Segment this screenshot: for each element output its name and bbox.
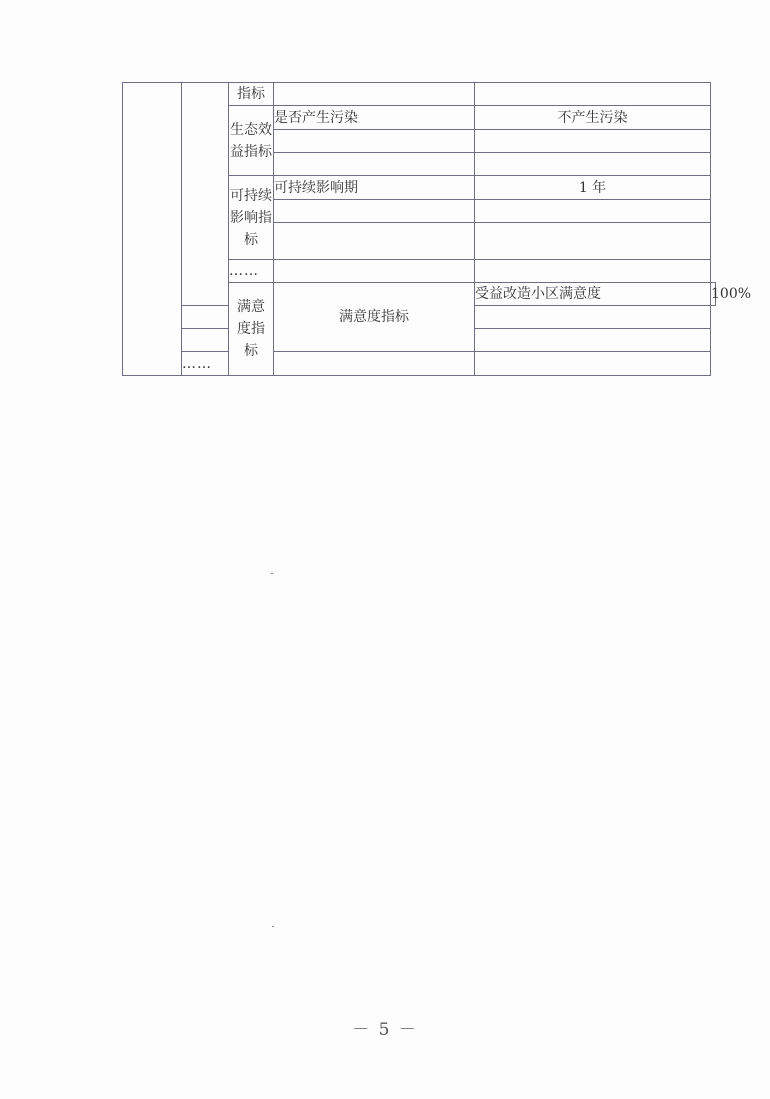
indicator-cell <box>274 130 475 153</box>
performance-indicator-table <box>122 82 752 376</box>
value-pollution: 不产生污染 <box>475 106 711 130</box>
value-cell <box>475 130 711 153</box>
indicator-cell <box>182 329 229 352</box>
level3-eco-benefit-label: 生态效益指标 <box>229 106 274 176</box>
value-satisfaction: 100% <box>711 283 716 306</box>
value-cell <box>475 153 711 176</box>
page-number: － 5 － <box>352 1020 418 1040</box>
indicator-pollution: 是否产生污染 <box>274 106 475 130</box>
level3-sustainable-impact-label: 可持续影响指标 <box>229 176 274 260</box>
indicator-cell <box>274 352 475 376</box>
indicator-sustain-period: 可持续影响期 <box>274 176 475 200</box>
level2-cell-benefit <box>182 83 229 306</box>
level1-cell <box>123 83 182 376</box>
level3-fragment-label: 指标 <box>229 83 274 106</box>
indicator-cell <box>274 260 475 283</box>
scan-speck <box>271 573 273 574</box>
scan-speck <box>272 926 274 927</box>
indicator-satisfaction: 受益改造小区满意度 <box>475 283 711 306</box>
indicator-cell <box>182 306 229 329</box>
value-cell <box>475 329 711 352</box>
indicator-cell <box>274 200 475 223</box>
value-cell <box>475 83 711 106</box>
indicator-cell <box>274 153 475 176</box>
ellipsis-cell: …… <box>229 260 274 283</box>
level3-satisfaction-label: 满意度指标 <box>274 283 475 352</box>
value-cell <box>475 306 711 329</box>
ellipsis-cell: …… <box>182 352 229 376</box>
value-cell <box>475 223 711 260</box>
indicator-cell <box>274 223 475 260</box>
value-cell <box>475 200 711 223</box>
value-sustain-period: 1 年 <box>475 176 711 200</box>
indicator-cell <box>274 83 475 106</box>
value-cell <box>475 260 711 283</box>
value-cell <box>475 352 711 376</box>
level2-satisfaction-label: 满意度指标 <box>229 283 274 376</box>
table-row <box>123 83 716 106</box>
table-row <box>123 352 716 376</box>
